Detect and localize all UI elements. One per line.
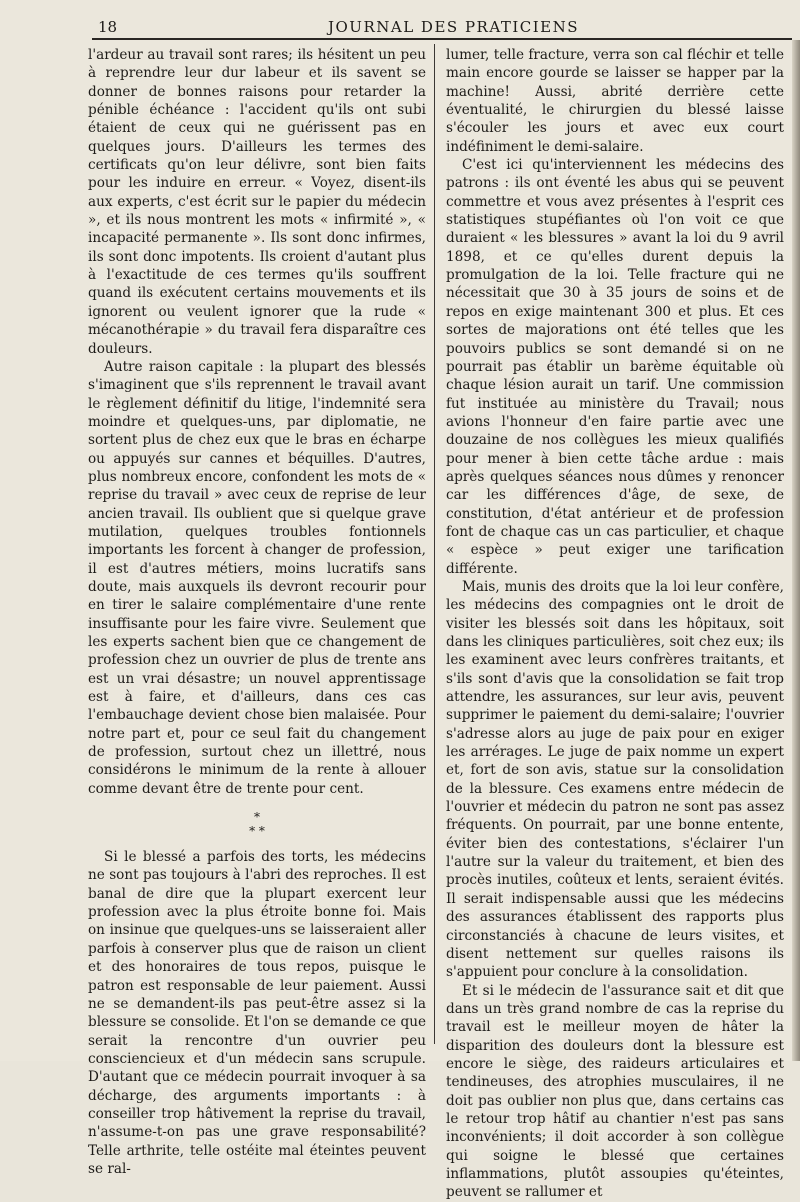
- paragraph: l'ardeur au travail sont rares; ils hésitent un peu à reprendre leur dur labeur et ils savent se donner de bonnes raisons pour retarder la pénible échéance : l'accident qu'ils ont subi étaient de ceux qui ne guérissent pas en quelques jours. D'ailleurs les termes des certificats qu'on leur délivre, sont bien faits pour les induire en erreur. « Voyez, disent-ils aux experts, c'est écrit sur le papier du médecin », et ils nous montrent les mots « infirmité », « incapacité permanente ». Ils sont donc infirmes, ils sont donc impotents. Ils croient d'autant plus à l'exactitude de ces termes qu'ils souffrent quand ils exécutent certains mouvements et ils ignorent ou veulent ignorer que la rude « mécanothérapie » du travail fera disparaître ces douleurs.: [88, 47, 426, 357]
- section-asterism: * * *: [249, 810, 265, 839]
- column-divider: [434, 44, 435, 1044]
- journal-title: JOURNAL DES PRATICIENS: [328, 18, 580, 36]
- right-column: [446, 46, 784, 1202]
- paragraph: Mais, munis des droits que la loi leur confère, les médecins des compagnies ont le droit de visiter les blessés soit dans les hôpitaux, soit dans les cliniques particulières, soit chez eux; ils les examinent avec leurs confrères traitants, et s'ils sont d'avis que la consolidation se fait trop attendre, les assurances, sur leur avis, peuvent supprimer le paiement du demi-salaire; l'ouvrier s'adresse alors au juge de paix pour en exiger les arrérages. Le juge de paix nomme un expert et, fort de son avis, statue sur la consolidation de la blessure. Ces examens entre médecin de l'ouvrier et médecin du patron ne sont pas assez fréquents. On pourrait, par une bonne entente, éviter bien des contestations, s'éclairer l'un l'autre sur la valeur du traitement, et bien des procès inutiles, coûteux et lents, seraient évités. Il serait indispensable aussi que les médecins des assurances établissent des rapports plus circonstanciés à chacune de leurs visites, et disent nettement sur quelles raisons ils s'appuient pour conclure à la consolidation.: [446, 578, 784, 981]
- paragraph: lumer, telle fracture, verra son cal fléchir et telle main encore gourde se laisser se happer par la machine! Aussi, abrité derrière cette éventualité, le chirurgien du blessé laisse s'écouler les jours et avec eux court indéfiniment le demi-salaire.: [446, 47, 784, 155]
- paragraph: Et si le médecin de l'assurance sait et dit que dans un très grand nombre de cas la reprise du travail est le meilleur moyen de hâter la disparition des douleurs dont la blessure est encore le siège, des raideurs articulaires et tendineuses, des atrophies musculaires, il ne doit pas oublier non plus que, dans certains cas le retour trop hâtif au chantier n'est pas sans inconvénients; il doit accorder à son collègue qui soigne le blessé que certaines inflammations, plutôt assoupies qu'éteintes, peuvent se rallumer et: [446, 982, 784, 1201]
- page-edge-shadow: [792, 40, 800, 1061]
- running-header: [98, 14, 788, 36]
- paragraph: Si le blessé a parfois des torts, les médecins ne sont pas toujours à l'abri des reproches. Il est banal de dire que la plupart exercent leur profession avec la plus étroite bonne foi. Mais on insinue que quelques-uns se laisseraient aller parfois à conserver plus que de raison un client et des honoraires de tous repos, puisque le patron est responsable de leur paiement. Aussi ne se demandent-ils pas peut-être assez si la blessure se consolide. Et l'on se demande ce que serait la rencontre d'un ouvrier peu consciencieux et d'un médecin sans scrupule. D'autant que ce médecin pourrait invoquer à sa décharge, des arguments importants : à conseiller trop hâtivement la reprise du travail, n'assume-t-on pas une grave responsabilité? Telle arthrite, telle ostéite mal éteintes peuvent se ral-: [88, 849, 426, 1177]
- paragraph: Autre raison capitale : la plupart des blessés s'imaginent que s'ils reprennent le travail avant le règlement définitif du litige, l'indemnité sera moindre et quelques-uns, par diplomatie, ne sortent plus de chez eux que le bras en écharpe ou appuyés sur cannes et béquilles. D'autres, plus nombreux encore, confondent les mots de « reprise du travail » avec ceux de reprise de leur ancien travail. Ils oublient que si quelque grave mutilation, quelques troubles fontionnels importants les forcent à changer de profession, il est d'autres métiers, moins lucratifs sans doute, mais auxquels ils devront recourir pour en tirer le salaire complémentaire d'une rente insuffisante pour les faire vivre. Seulement que les experts sachent bien que ce changement de profession chez un ouvrier de plus de trente ans est un vrai désastre; un nouvel apprentissage est à faire, et d'ailleurs, dans ces cas l'embauchage devient chose bien malaisée. Pour notre part et, pour ce seul fait du changement de profession, surtout chez un illettré, nous considérons le minimum de la rente à allouer comme devant être de trente pour cent.: [88, 358, 426, 797]
- left-column: [88, 46, 426, 1178]
- page-number: 18: [98, 18, 118, 36]
- header-rule: [92, 38, 792, 40]
- paragraph: C'est ici qu'interviennent les médecins des patrons : ils ont éventé les abus qui se peuvent commettre et vous avez présentes à l'esprit ces statistiques stupéfiantes où l'on voit ce que duraient « les blessures » avant la loi du 9 avril 1898, et ce qu'elles durent depuis la promulgation de la loi. Telle fracture qui ne nécessitait que 30 à 35 jours de soins et de repos en exige maintenant 300 et plus. Et ces sortes de majorations ont été telles que les pouvoirs publics se sont demandé si on ne pourrait pas établir un barème équitable où chaque lésion aurait un tarif. Une commission fut instituée au ministère du Travail; nous avions l'honneur d'en faire partie avec une douzaine de nos collègues les mieux qualifiés pour mener à bien cette tâche ardue : mais après quelques séances nous dûmes y renoncer car les différences d'âge, de sexe, de constitution, d'état antérieur et de profession font de chaque cas un cas particulier, et chaque « espèce » peut exiger une tarification différente.: [446, 157, 784, 577]
